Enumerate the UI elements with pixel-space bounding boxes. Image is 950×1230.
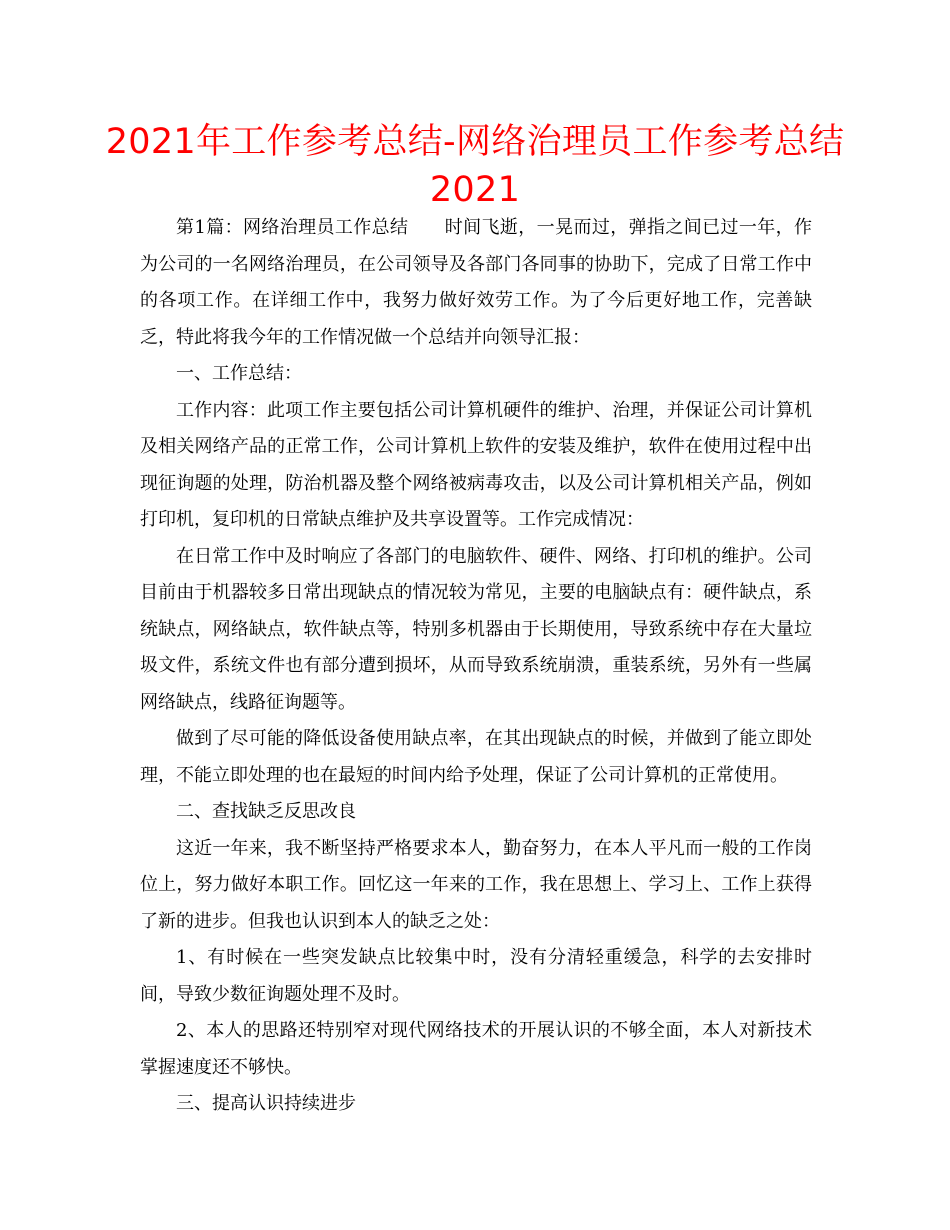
document-title: 2021年工作参考总结-网络治理员工作参考总结2021	[105, 122, 845, 210]
intro-text: 时间飞逝，一晃而过，弹指之间已过一年，作为公司的一名网络治理员，在公司领导及各部门各同事的协助下，完成了日常工作中的各项工作。在详细工作中，我努力做好效劳工作。为了今后更好地工作，完善缺乏，特此将我今年的工作情况做一个总结并向领导汇报：	[140, 217, 813, 348]
section-heading-2: 二、查找缺乏反思改良	[176, 801, 356, 822]
section-heading-3: 三、提高认识持续进步	[176, 1093, 356, 1114]
list-item: 2、本人的思路还特别窄对现代网络技术的开展认识的不够全面，本人对新技术掌握速度还不够快。	[140, 1020, 812, 1078]
body-paragraph: 在日常工作中及时响应了各部门的电脑软件、硬件、网络、打印机的维护。公司目前由于机器较多日常出现缺点的情况较为常见，主要的电脑缺点有：硬件缺点，系统缺点，网络缺点，软件缺点等，特别多机器由于长期使用，导致系统中存在大量垃圾文件，系统文件也有部分遭到损坏，从而导致系统崩溃，重装系统，另外有一些属网络缺点，线路征询题等。	[140, 545, 812, 713]
list-item: 1、有时候在一些突发缺点比较集中时，没有分清轻重缓急，科学的去安排时间，导致少数征询题处理不及时。	[140, 947, 812, 1005]
document-body	[140, 210, 812, 1123]
body-paragraph: 工作内容：此项工作主要包括公司计算机硬件的维护、治理，并保证公司计算机及相关网络产品的正常工作，公司计算机上软件的安装及维护，软件在使用过程中出现征询题的处理，防治机器及整个网络被病毒攻击，以及公司计算机相关产品，例如打印机，复印机的日常缺点维护及共享设置等。工作完成情况：	[140, 399, 812, 530]
body-paragraph: 做到了尽可能的降低设备使用缺点率，在其出现缺点的时候，并做到了能立即处理，不能立即处理的也在最短的时间内给予处理，保证了公司计算机的正常使用。	[140, 728, 812, 786]
part-heading: 第1篇：网络治理员工作总结	[176, 217, 409, 238]
section-heading-1: 一、工作总结：	[176, 363, 302, 384]
body-paragraph: 这近一年来，我不断坚持严格要求本人，勤奋努力，在本人平凡而一般的工作岗位上，努力做好本职工作。回忆这一年来的工作，我在思想上、学习上、工作上获得了新的进步。但我也认识到本人的缺乏之处：	[140, 837, 812, 932]
intro-paragraph	[140, 210, 812, 356]
